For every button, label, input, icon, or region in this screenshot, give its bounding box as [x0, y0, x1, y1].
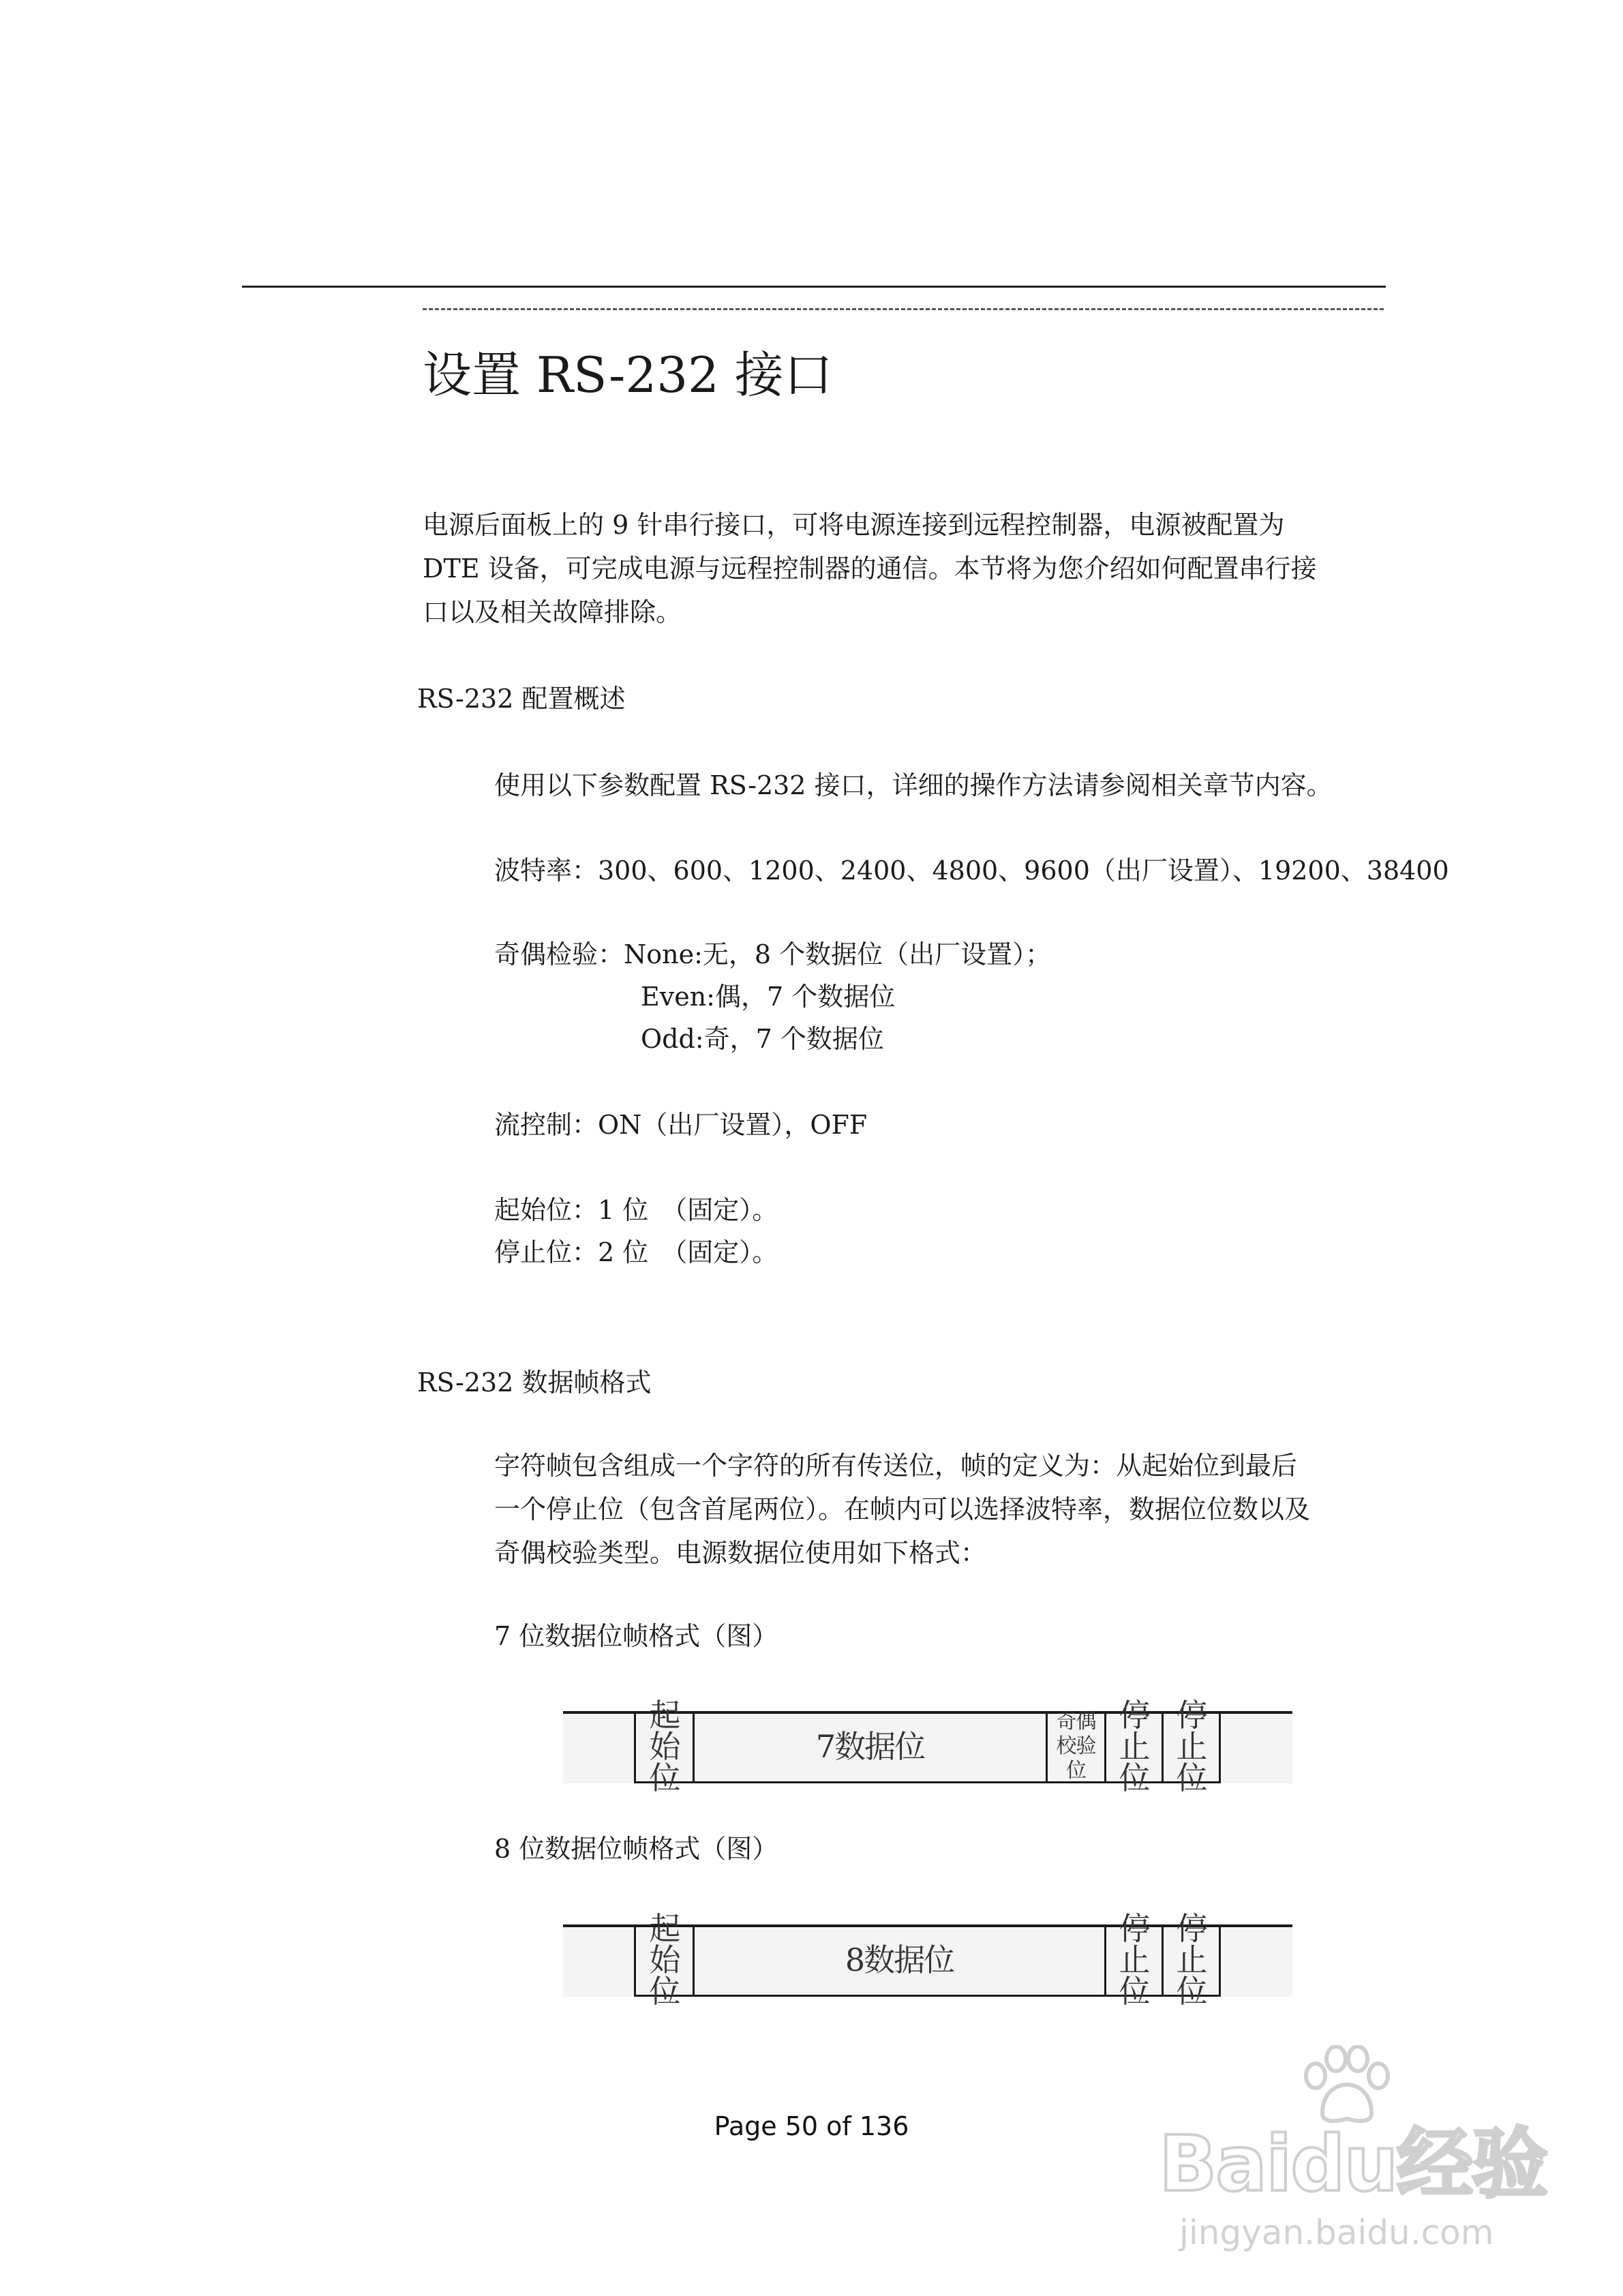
- intro-paragraph: [423, 503, 1391, 634]
- cell-parity-bit: 奇偶 校验位: [1048, 1711, 1106, 1781]
- frame-diagram-8bit: [563, 1909, 1292, 2010]
- cell-stop-bit: 停止位: [1164, 1711, 1221, 1781]
- caption-8bit: 8 位数据位帧格式（图）: [494, 1834, 778, 1864]
- cell-start-bit: 起始位: [636, 1711, 695, 1781]
- frame-diagram-7bit: [563, 1696, 1292, 1796]
- intro-line: 口以及相关故障排除。: [423, 597, 682, 627]
- cell-stop-bit: 停止位: [1106, 1711, 1164, 1781]
- cell-data-bits: 8数据位: [695, 1924, 1106, 1995]
- caption-7bit: 7 位数据位帧格式（图）: [494, 1621, 778, 1651]
- parity-line-odd: Odd:奇，7 个数据位: [641, 1024, 884, 1054]
- paw-icon: [1295, 2045, 1397, 2127]
- flow-control-line: 流控制：ON（出厂设置），OFF: [494, 1110, 868, 1140]
- watermark-url: jingyan.baidu.com: [1179, 2213, 1494, 2252]
- intro-line: 电源后面板上的 9 针串行接口，可将电源连接到远程控制器，电源被配置为: [423, 510, 1285, 540]
- intro-line: DTE 设备，可完成电源与远程控制器的通信。本节将为您介绍如何配置串行接: [423, 554, 1317, 584]
- watermark-logo: Baidu经验: [1159, 2120, 1547, 2209]
- section-heading-frame: RS-232 数据帧格式: [417, 1368, 652, 1398]
- cell-data-bits: 7数据位: [695, 1711, 1048, 1781]
- page-title: 设置 RS-232 接口: [423, 346, 833, 404]
- page-number: Page 50 of 136: [714, 2111, 909, 2141]
- stop-bit-line: 停止位：2 位 （固定）。: [494, 1237, 778, 1267]
- header-rule: [242, 286, 1386, 288]
- header-dashed-rule: [423, 308, 1384, 310]
- frame-cells: [634, 1909, 1221, 2010]
- section-heading-config: RS-232 配置概述: [417, 684, 626, 714]
- parity-line-none: 奇偶检验：None:无，8 个数据位（出厂设置）；: [494, 939, 1052, 969]
- frame-line: 字符帧包含组成一个字符的所有传送位，帧的定义为：从起始位到最后: [494, 1451, 1298, 1481]
- baud-rate-line: 波特率：300、600、1200、2400、4800、9600（出厂设置）、19200、38400: [494, 856, 1449, 886]
- frame-paragraph: [494, 1444, 1310, 1575]
- start-bit-line: 起始位：1 位 （固定）。: [494, 1195, 778, 1225]
- cell-start-bit: 起始位: [636, 1924, 695, 1995]
- frame-line: 奇偶校验类型。电源数据位使用如下格式：: [494, 1538, 987, 1568]
- cell-stop-bit: 停止位: [1164, 1924, 1221, 1995]
- baidu-watermark: [1152, 2045, 1547, 2256]
- parity-line-even: Even:偶，7 个数据位: [641, 982, 896, 1012]
- config-intro: 使用以下参数配置 RS-232 接口，详细的操作方法请参阅相关章节内容。: [494, 770, 1333, 800]
- frame-line: 一个停止位（包含首尾两位）。在帧内可以选择波特率，数据位位数以及: [494, 1494, 1311, 1524]
- frame-cells: [634, 1696, 1221, 1796]
- cell-stop-bit: 停止位: [1106, 1924, 1164, 1995]
